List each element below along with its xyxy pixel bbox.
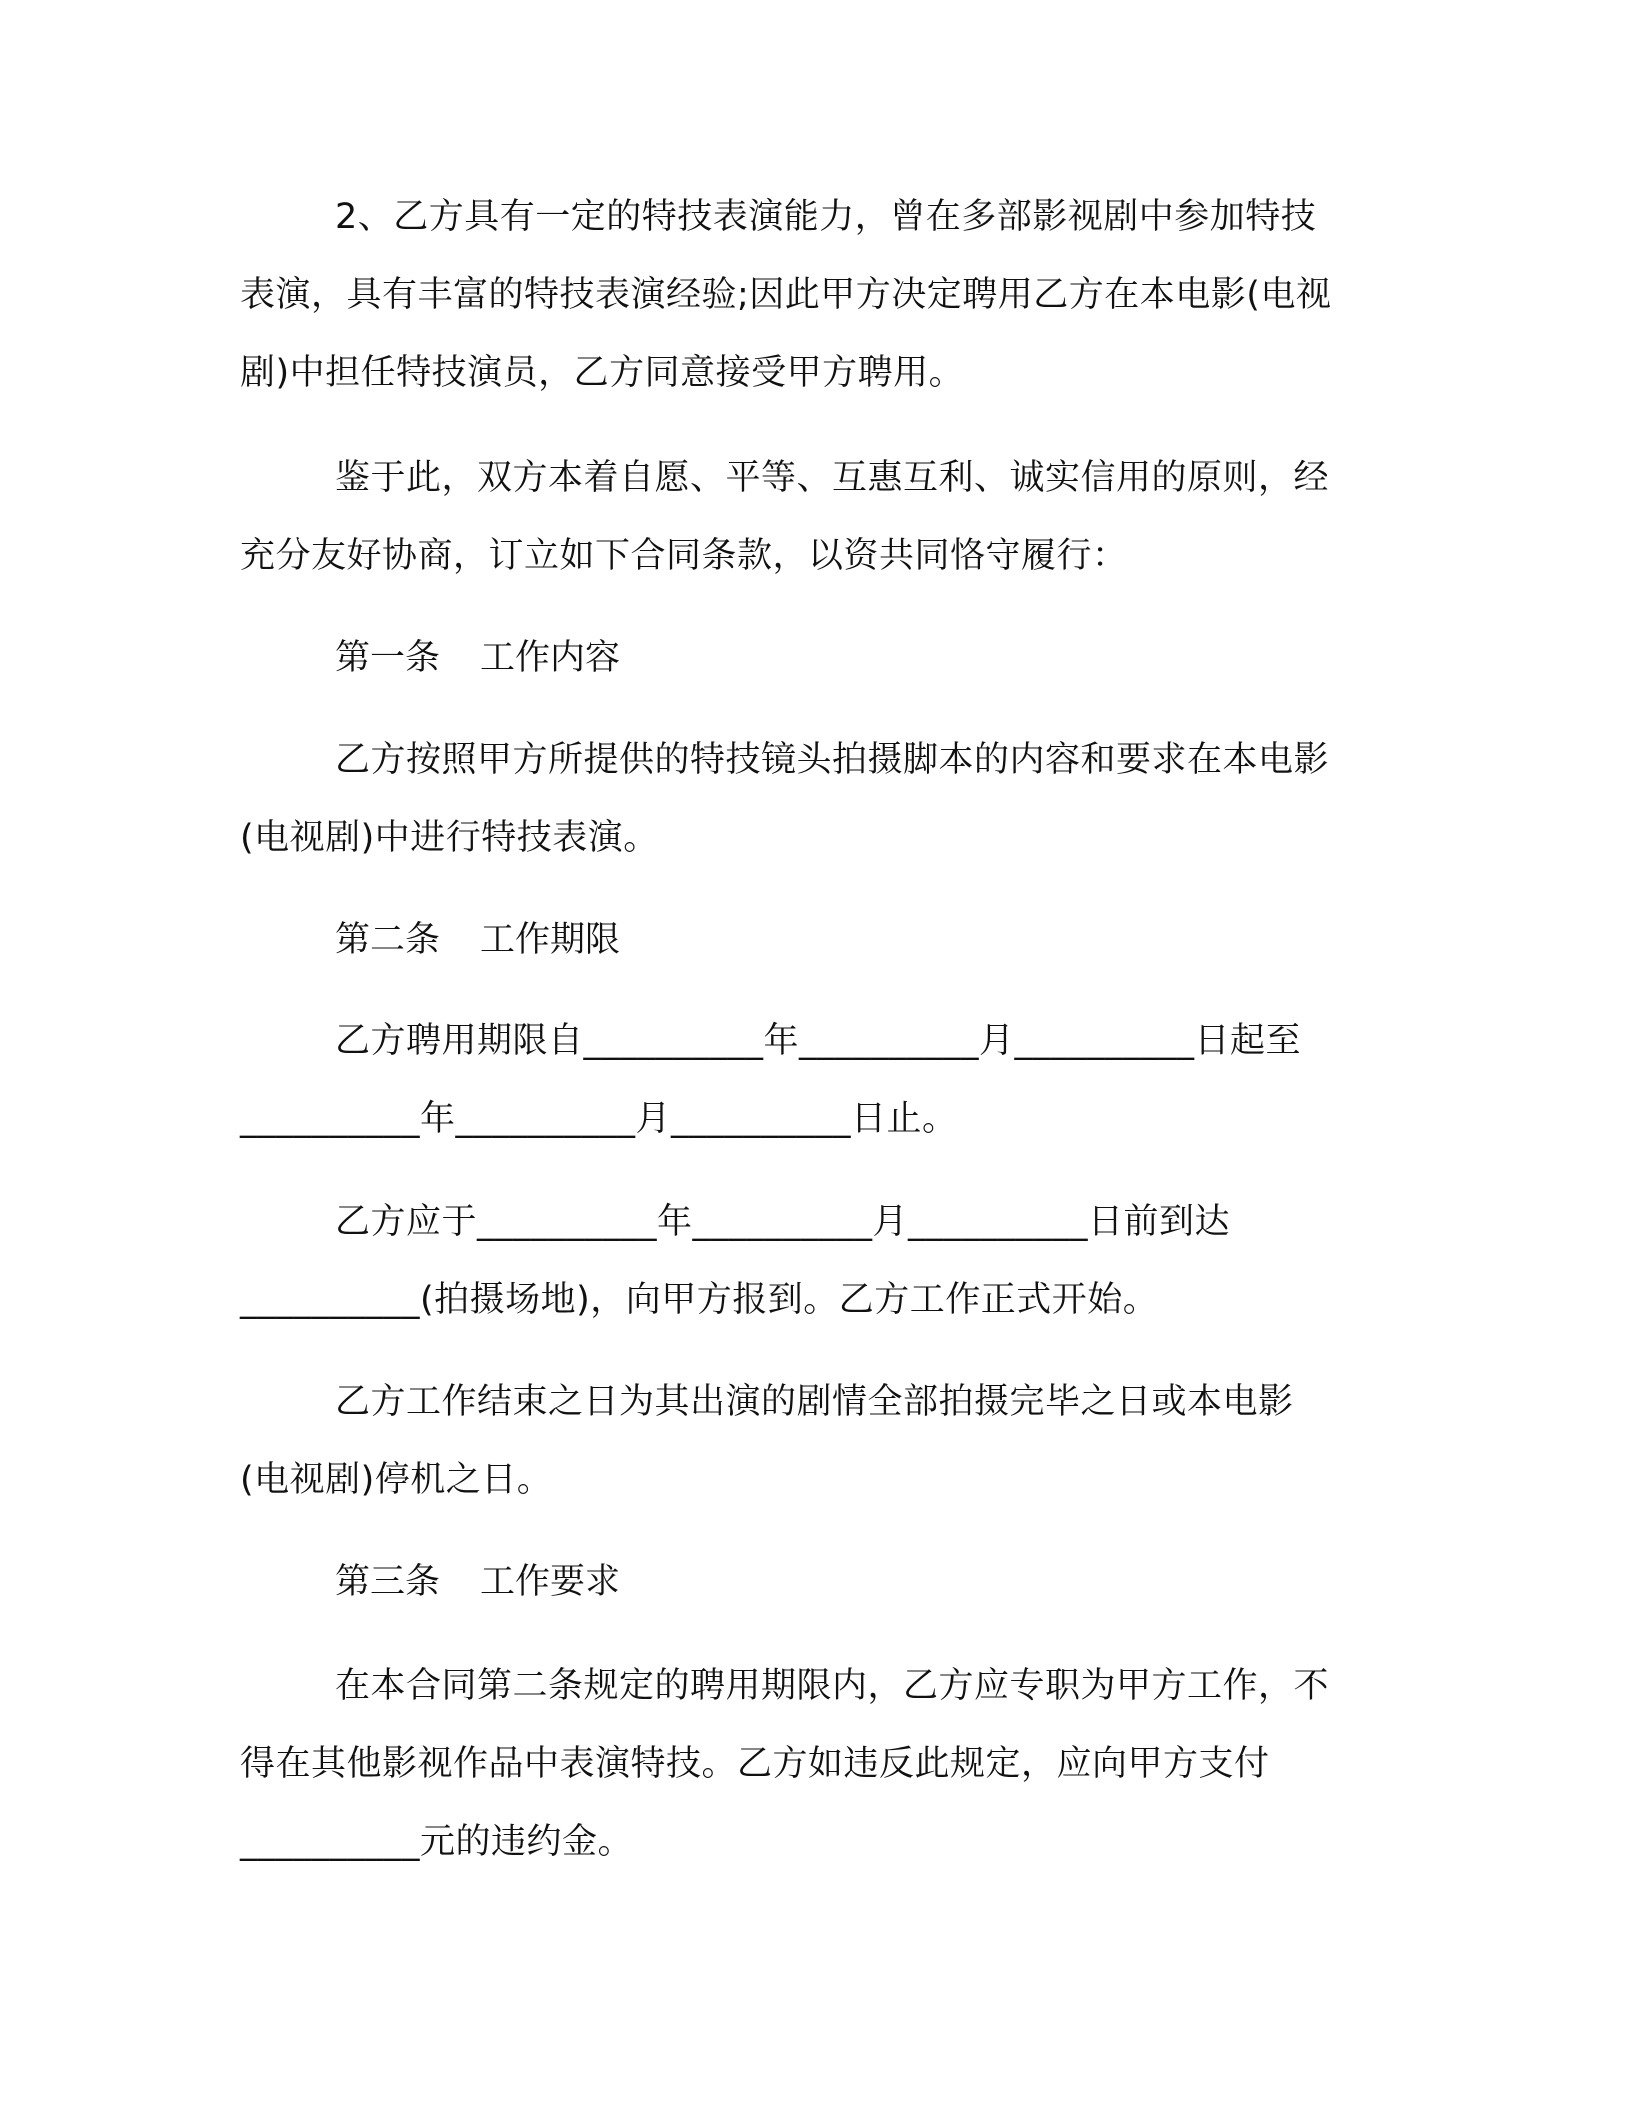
text-line: 乙方聘用期限自__________年__________月__________日起至 <box>335 1021 1302 1061</box>
paragraph-work-end <box>240 1363 1380 1519</box>
text-line: 剧)中担任特技演员，乙方同意接受甲方聘用。 <box>240 353 965 393</box>
text-line: 乙方按照甲方所提供的特技镜头拍摄脚本的内容和要求在本电影 <box>335 740 1330 780</box>
text-line: __________年__________月__________日止。 <box>240 1099 958 1139</box>
paragraph-work-requirements <box>240 1647 1380 1881</box>
paragraph-work-content <box>240 721 1380 877</box>
article-number: 第二条 <box>335 920 441 960</box>
paragraph-agreement-basis <box>240 439 1380 595</box>
article-2-heading <box>335 901 620 979</box>
text-line: (电视剧)停机之日。 <box>240 1460 553 1500</box>
article-number: 第一条 <box>335 638 441 678</box>
text-line: 表演，具有丰富的特技表演经验;因此甲方决定聘用乙方在本电影(电视 <box>240 275 1332 315</box>
article-number: 第三条 <box>335 1562 441 1602</box>
article-1-heading <box>335 619 620 697</box>
text-line: 充分友好协商，订立如下合同条款，以资共同恪守履行： <box>240 536 1128 576</box>
paragraph-report-date <box>240 1183 1380 1339</box>
paragraph-recruitment-reason <box>240 178 1380 412</box>
article-3-heading <box>335 1543 620 1621</box>
text-line: 2、乙方具有一定的特技表演能力，曾在多部影视剧中参加特技 <box>335 197 1317 237</box>
article-title: 工作要求 <box>480 1562 621 1602</box>
text-line: __________(拍摄场地)，向甲方报到。乙方工作正式开始。 <box>240 1280 1159 1320</box>
text-line: 鉴于此，双方本着自愿、平等、互惠互利、诚实信用的原则，经 <box>335 458 1330 498</box>
article-title: 工作内容 <box>480 638 621 678</box>
text-line: 乙方工作结束之日为其出演的剧情全部拍摄完毕之日或本电影 <box>335 1382 1294 1422</box>
text-line: (电视剧)中进行特技表演。 <box>240 818 659 858</box>
text-line: __________元的违约金。 <box>240 1822 634 1862</box>
article-title: 工作期限 <box>480 920 621 960</box>
paragraph-employment-period <box>240 1002 1380 1158</box>
text-line: 在本合同第二条规定的聘用期限内，乙方应专职为甲方工作，不 <box>335 1666 1330 1706</box>
text-line: 得在其他影视作品中表演特技。乙方如违反此规定，应向甲方支付 <box>240 1744 1270 1784</box>
text-line: 乙方应于__________年__________月__________日前到达 <box>335 1202 1231 1242</box>
